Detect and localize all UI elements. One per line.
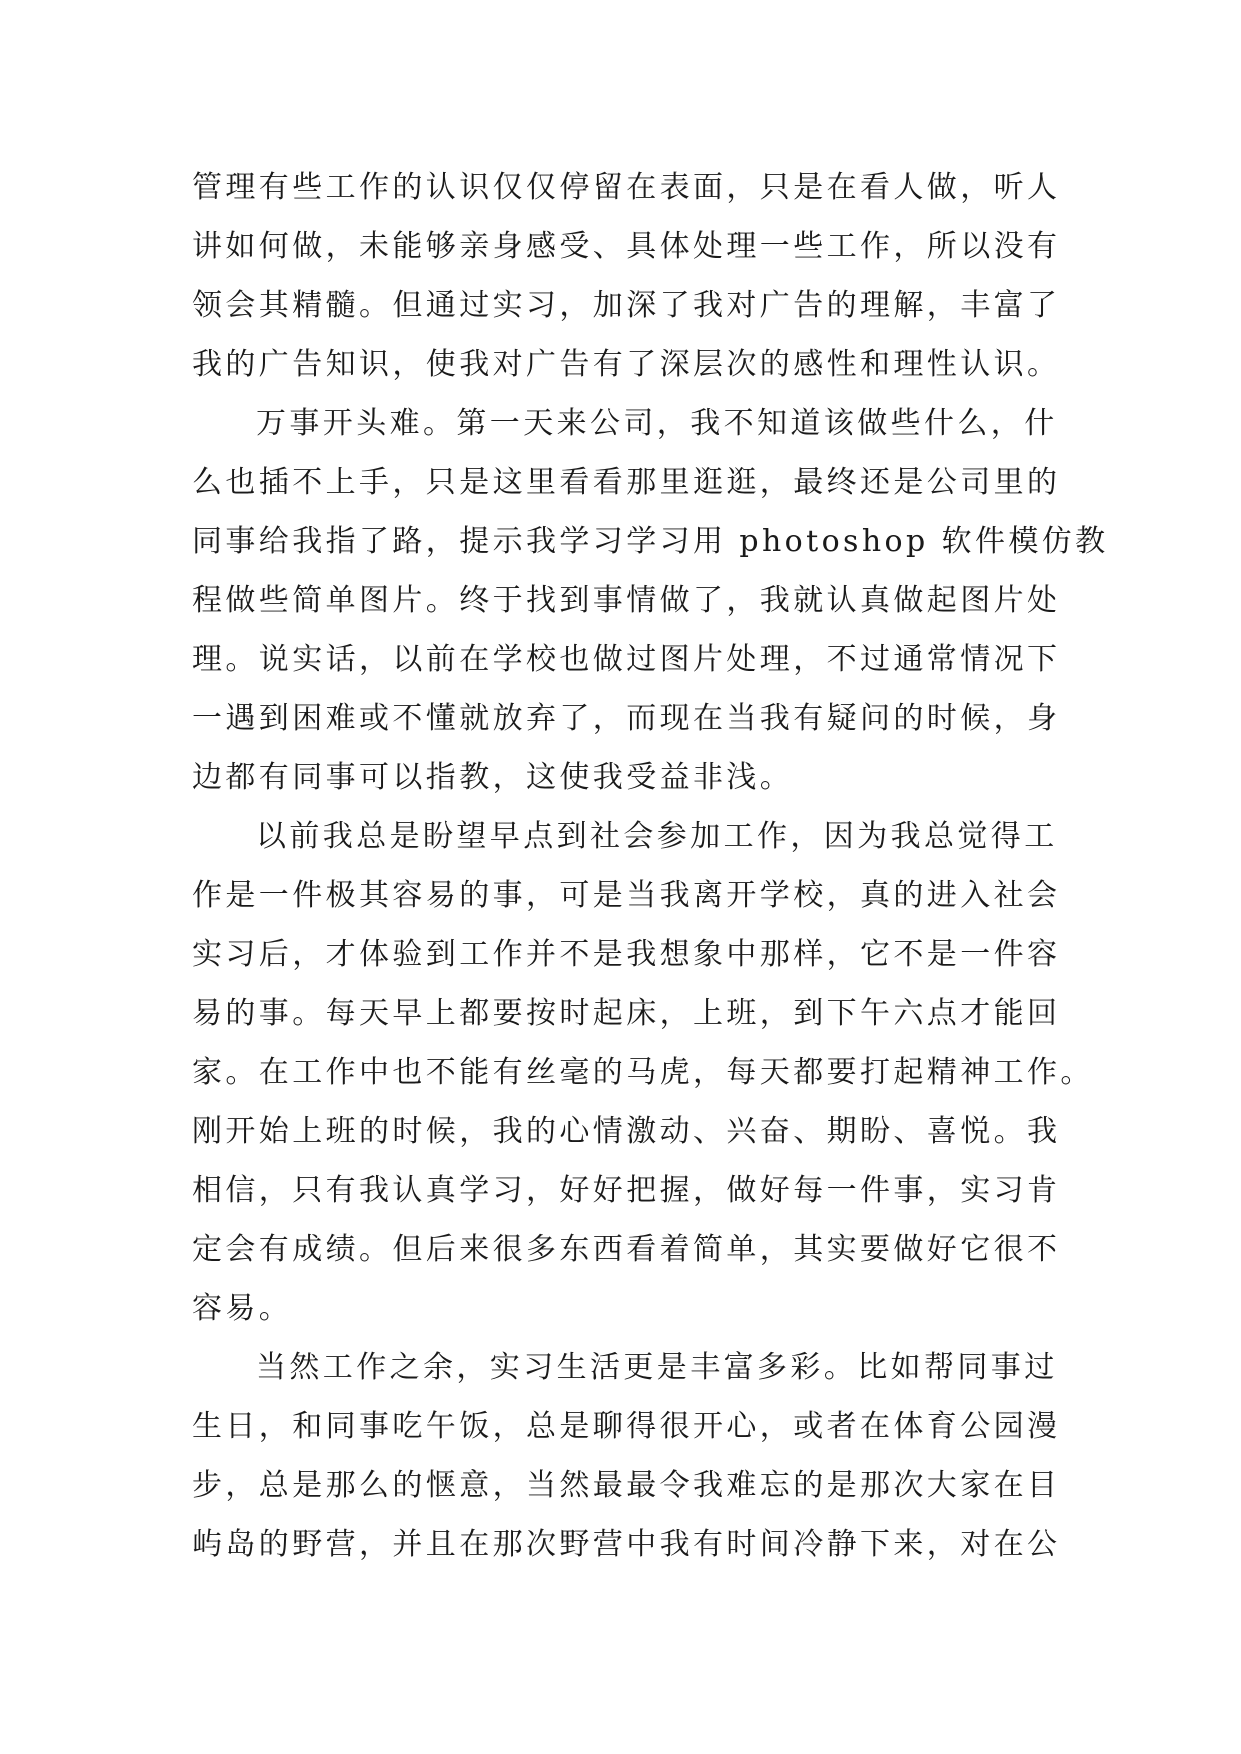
text-line: 边都有同事可以指教，这使我受益非浅。 [192,760,794,795]
text-line: 当然工作之余，实习生活更是丰富多彩。比如帮同事过 [256,1350,1058,1385]
text-line: 讲如何做，未能够亲身感受、具体处理一些工作，所以没有 [192,229,1061,264]
text-line: 我的广告知识，使我对广告有了深层次的感性和理性认识。 [192,347,1061,382]
text-line: 以前我总是盼望早点到社会参加工作，因为我总觉得工 [256,819,1058,854]
text-line: 万事开头难。第一天来公司，我不知道该做些什么，什 [256,406,1058,441]
text-line: 生日，和同事吃午饭，总是聊得很开心，或者在体育公园漫 [192,1409,1061,1444]
text-line: 领会其精髓。但通过实习，加深了我对广告的理解，丰富了 [192,288,1061,323]
text-line: 易的事。每天早上都要按时起床，上班，到下午六点才能回 [192,996,1061,1031]
text-line: 步，总是那么的惬意，当然最最令我难忘的是那次大家在目 [192,1468,1061,1503]
text-line: 一遇到困难或不懂就放弃了，而现在当我有疑问的时候，身 [192,701,1061,736]
text-line: 么也插不上手，只是这里看看那里逛逛，最终还是公司里的 [192,465,1061,500]
text-line: 程做些简单图片。终于找到事情做了，我就认真做起图片处 [192,583,1061,618]
text-line: 实习后，才体验到工作并不是我想象中那样，它不是一件容 [192,937,1061,972]
text-line: 作是一件极其容易的事，可是当我离开学校，真的进入社会 [192,878,1061,913]
text-line: 屿岛的野营，并且在那次野营中我有时间冷静下来，对在公 [192,1527,1061,1562]
text-line: 理。说实话，以前在学校也做过图片处理，不过通常情况下 [192,642,1061,677]
text-line: 定会有成绩。但后来很多东西看着简单，其实要做好它很不 [192,1232,1061,1267]
text-line: 容易。 [192,1291,293,1326]
document-body [192,158,1109,1574]
text-line: 家。在工作中也不能有丝毫的马虎，每天都要打起精神工作。 [192,1055,1094,1090]
text-line: 管理有些工作的认识仅仅停留在表面，只是在看人做，听人 [192,170,1061,205]
text-line: 同事给我指了路，提示我学习学习用 photoshop 软件模仿教 [192,524,1109,559]
text-line: 相信，只有我认真学习，好好把握，做好每一件事，实习肯 [192,1173,1061,1208]
text-line: 刚开始上班的时候，我的心情激动、兴奋、期盼、喜悦。我 [192,1114,1061,1149]
